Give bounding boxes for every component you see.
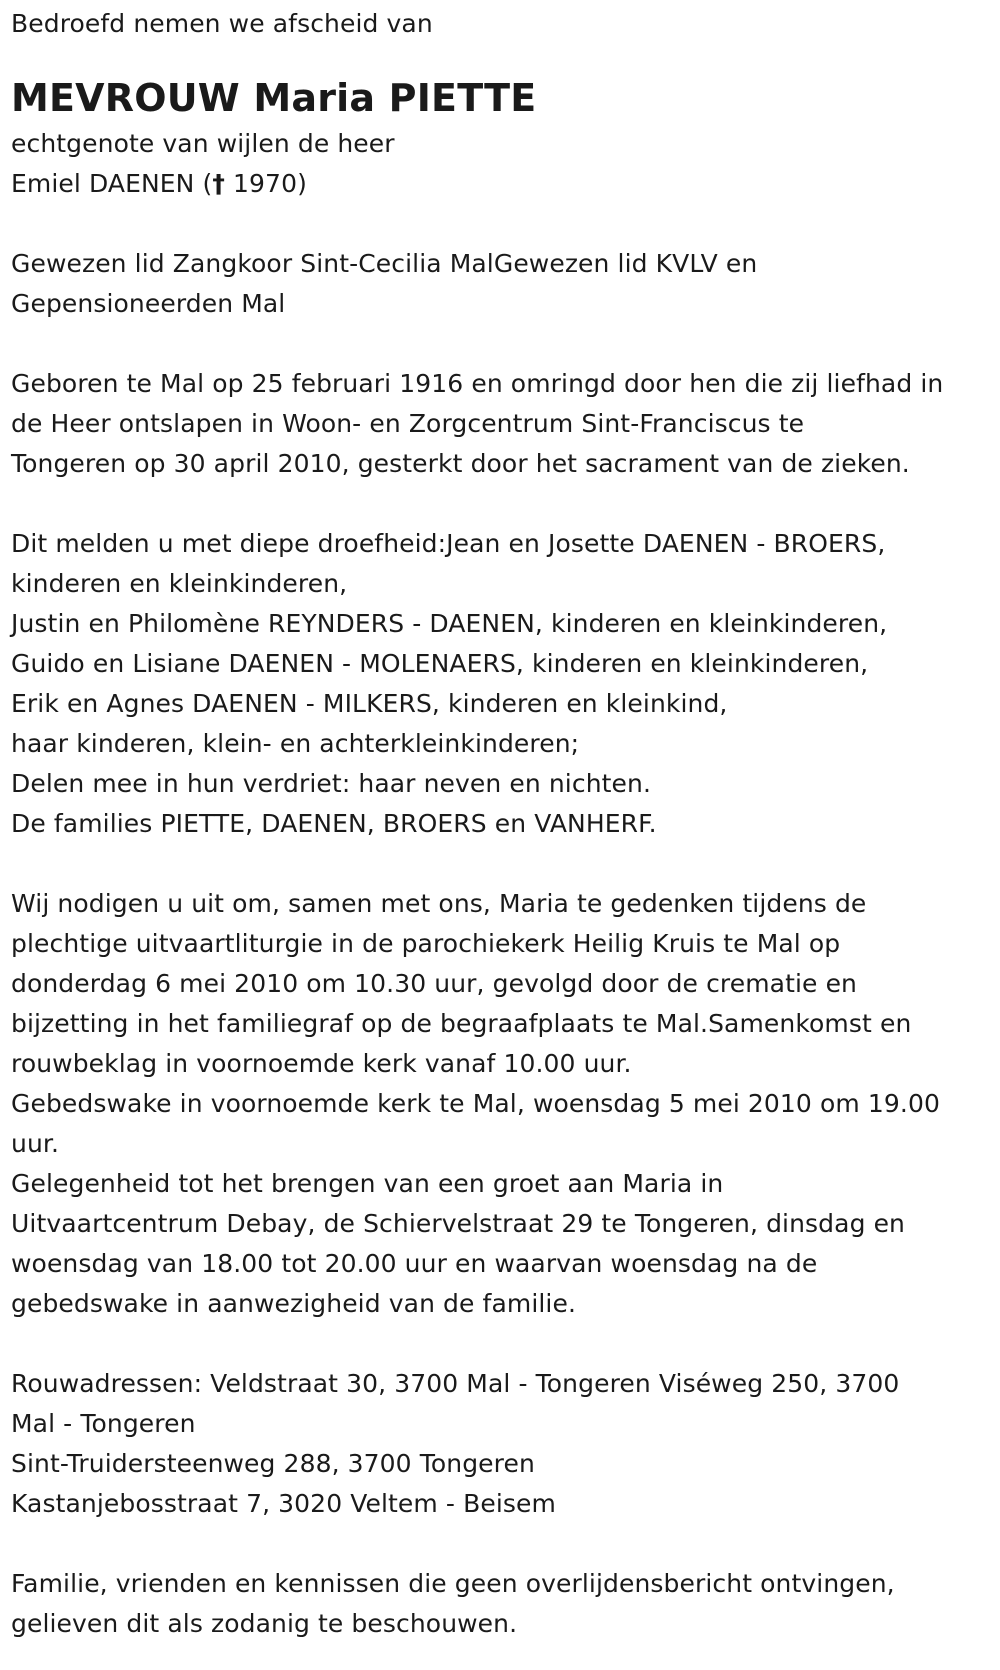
memberships-line: Gewezen lid Zangkoor Sint-Cecilia MalGewezen lid KVLV en [11,249,758,278]
ceremony-line: Uitvaartcentrum Debay, de Schiervelstraat 29 te Tongeren, dinsdag en [11,1209,906,1238]
family-line: Guido en Lisiane DAENEN - MOLENAERS, kinderen en kleinkinderen, [11,649,869,678]
ceremony-line: donderdag 6 mei 2010 om 10.30 uur, gevolgd door de crematie en [11,969,858,998]
ceremony-line: Wij nodigen u uit om, samen met ons, Maria te gedenken tijdens de [11,889,867,918]
cross-icon: † [212,169,225,198]
birth-death-line: Tongeren op 30 april 2010, gesterkt door het sacrament van de zieken. [11,449,910,478]
spouse-name: Emiel DAENEN ( [11,169,213,198]
birth-death-line: Geboren te Mal op 25 februari 1916 en omringd door hen die zij liefhad in [11,369,944,398]
ceremony-section [11,884,989,1324]
family-section [11,524,989,844]
address-line: Sint-Truidersteenweg 288, 3700 Tongeren [11,1449,535,1478]
memberships-section [11,244,989,324]
family-line: Erik en Agnes DAENEN - MILKERS, kinderen en kleinkind, [11,689,728,718]
ceremony-line: woensdag van 18.00 tot 20.00 uur en waarvan woensdag na de [11,1249,818,1278]
ceremony-line: plechtige uitvaartliturgie in de parochiekerk Heilig Kruis te Mal op [11,929,841,958]
family-line: Delen mee in hun verdriet: haar neven en nichten. [11,769,652,798]
birth-death-section [11,364,989,484]
ceremony-line: Gebedswake in voornoemde kerk te Mal, woensdag 5 mei 2010 om 19.00 [11,1089,940,1118]
deceased-name: MEVROUW Maria PIETTE [11,76,537,120]
spouse-death-year: 1970) [225,169,307,198]
closing-line: Familie, vrienden en kennissen die geen overlijdensbericht ontvingen, [11,1569,895,1598]
birth-death-line: de Heer ontslapen in Woon- en Zorgcentrum Sint-Franciscus te [11,409,805,438]
family-line: haar kinderen, klein- en achterkleinkinderen; [11,729,580,758]
spouse-relation: echtgenote van wijlen de heer [11,129,395,158]
spouse-line [11,164,989,204]
intro-text: Bedroefd nemen we afscheid van [11,9,433,38]
addresses-section [11,1364,989,1524]
ceremony-line: Gelegenheid tot het brengen van een groet aan Maria in [11,1169,724,1198]
memberships-line: Gepensioneerden Mal [11,289,286,318]
family-line: Dit melden u met diepe droefheid:Jean en Josette DAENEN - BROERS, [11,529,886,558]
family-line: Justin en Philomène REYNDERS - DAENEN, kinderen en kleinkinderen, [11,609,888,638]
family-line: kinderen en kleinkinderen, [11,569,348,598]
ceremony-line: uur. [11,1129,60,1158]
closing-section [11,1564,989,1644]
family-line: De families PIETTE, DAENEN, BROERS en VANHERF. [11,809,657,838]
ceremony-line: bijzetting in het familiegraf op de begraafplaats te Mal.Samenkomst en [11,1009,912,1038]
closing-line: gelieven dit als zodanig te beschouwen. [11,1609,518,1638]
address-line: Rouwadressen: Veldstraat 30, 3700 Mal - Tongeren Viséweg 250, 3700 [11,1369,900,1398]
ceremony-line: gebedswake in aanwezigheid van de familie. [11,1289,576,1318]
ceremony-line: rouwbeklag in voornoemde kerk vanaf 10.00 uur. [11,1049,632,1078]
address-line: Mal - Tongeren [11,1409,196,1438]
address-line: Kastanjebosstraat 7, 3020 Veltem - Beisem [11,1489,556,1518]
